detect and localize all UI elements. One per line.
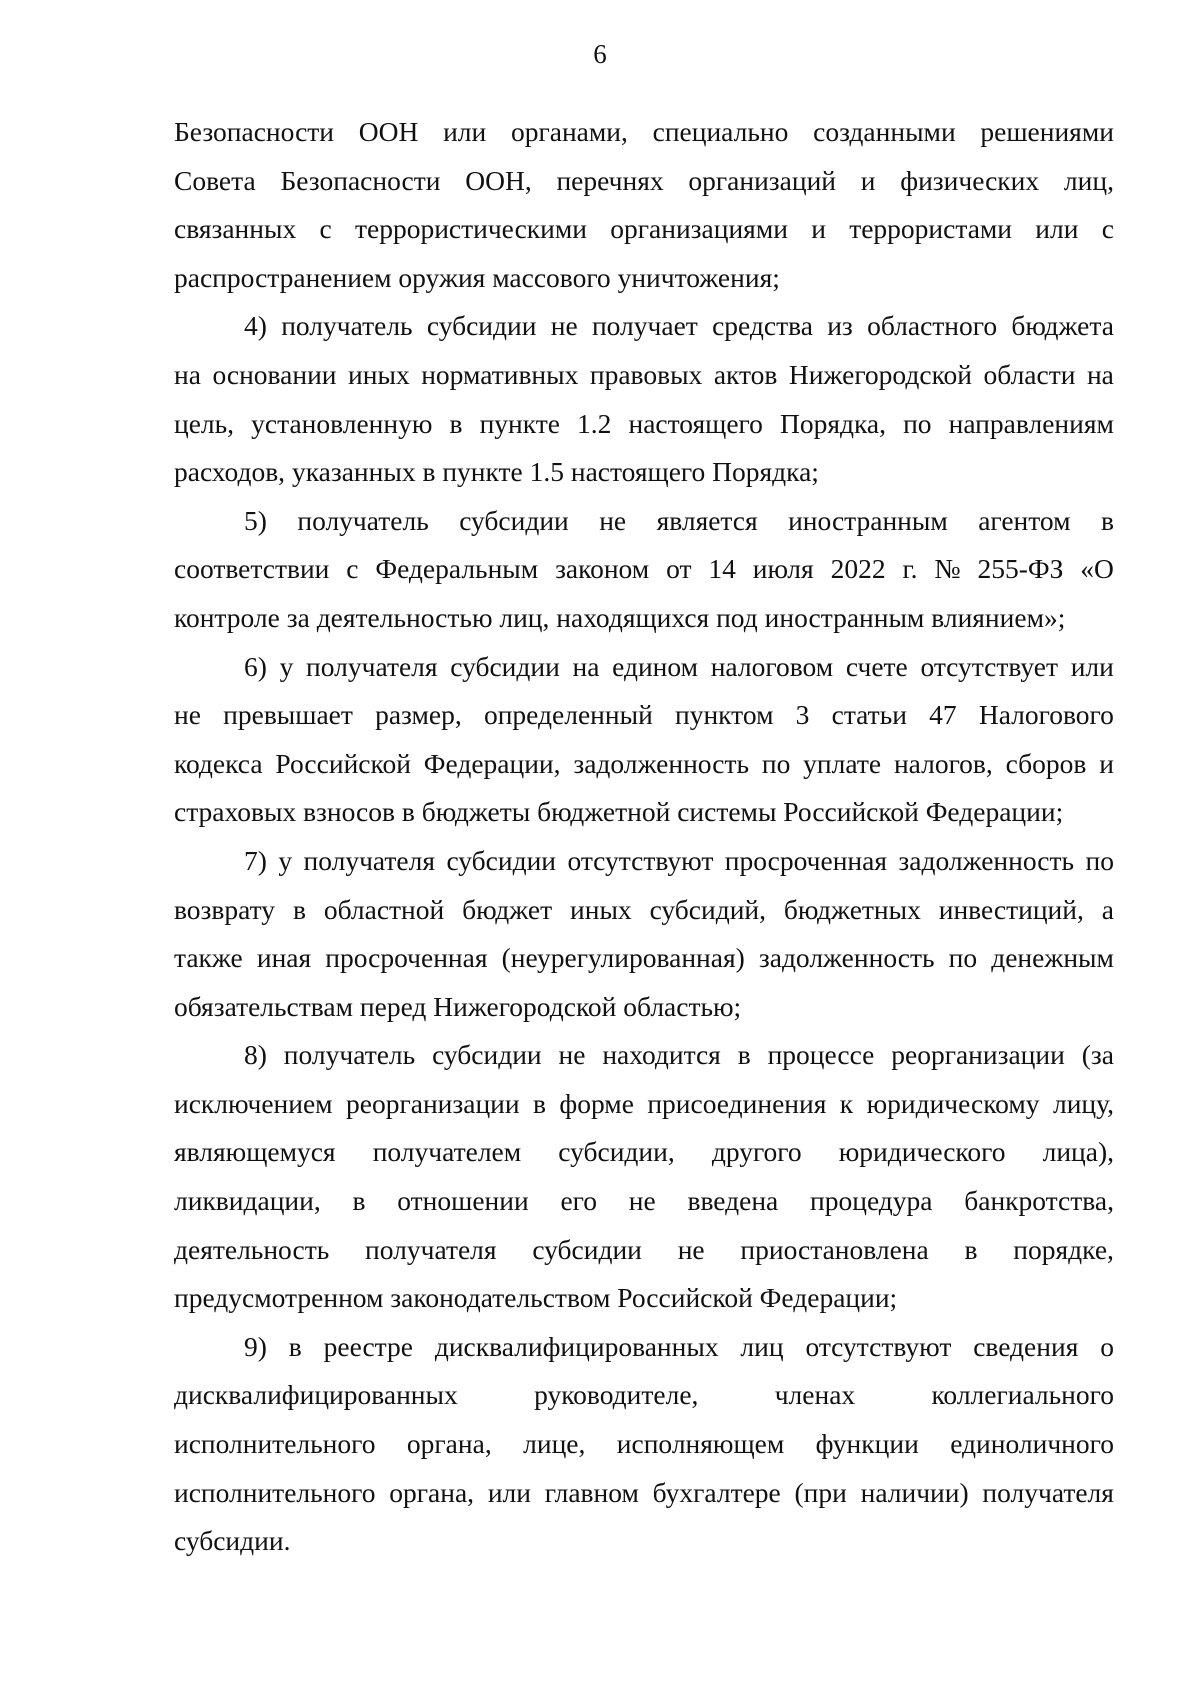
text-line: дисквалифицированных руководителе, членах коллегиального — [174, 1379, 1114, 1411]
document-body — [174, 108, 1114, 1566]
page-number: 6 — [593, 39, 607, 69]
text-line: 8) получатель субсидии не находится в процессе реорганизации (за — [244, 1039, 1114, 1071]
text-line: страховых взносов в бюджеты бюджетной системы Российской Федерации; — [174, 796, 1064, 828]
text-line: контроле за деятельностью лиц, находящихся под иностранным влиянием»; — [174, 601, 1066, 633]
text-line: 9) в реестре дисквалифицированных лиц отсутствуют сведения о — [244, 1330, 1114, 1362]
text-line: Совета Безопасности ООН, перечнях организаций и физических лиц, — [174, 164, 1114, 196]
text-line: субсидии. — [174, 1525, 291, 1557]
paragraph-item-9 — [174, 1323, 1114, 1566]
text-line: 7) у получателя субсидии отсутствуют просроченная задолженность по — [244, 844, 1114, 876]
paragraph-item-7 — [174, 837, 1114, 1031]
text-line: исполнительного органа, лице, исполняющем функции единоличного — [174, 1428, 1114, 1460]
text-line: 6) у получателя субсидии на едином налоговом счете отсутствует или — [244, 650, 1114, 682]
text-line: 4) получатель субсидии не получает средства из областного бюджета — [244, 310, 1114, 342]
text-line: на основании иных нормативных правовых актов Нижегородской области на — [174, 358, 1114, 390]
text-line: 5) получатель субсидии не является иностранным агентом в — [244, 504, 1114, 536]
text-line: являющемуся получателем субсидии, другого юридического лица), — [174, 1136, 1114, 1168]
text-line: распространением оружия массового уничтожения; — [174, 261, 780, 293]
text-line: исключением реорганизации в форме присоединения к юридическому лицу, — [174, 1087, 1114, 1119]
paragraph-item-6 — [174, 643, 1114, 837]
text-line: Безопасности ООН или органами, специально созданными решениями — [174, 116, 1114, 147]
paragraph-item-8 — [174, 1031, 1114, 1323]
text-line: исполнительного органа, или главном бухгалтере (при наличии) получателя — [174, 1476, 1114, 1508]
paragraph-continuation — [174, 108, 1114, 302]
paragraph-item-4 — [174, 302, 1114, 496]
text-line: кодекса Российской Федерации, задолженность по уплате налогов, сборов и — [174, 747, 1114, 779]
text-line: цель, установленную в пункте 1.2 настоящего Порядка, по направлениям — [174, 407, 1114, 439]
text-line: обязательствам перед Нижегородской областью; — [174, 990, 742, 1022]
text-line: не превышает размер, определенный пунктом 3 статьи 47 Налогового — [174, 699, 1114, 731]
text-line: связанных с террористическими организациями и террористами или с — [174, 213, 1114, 245]
text-line: предусмотренном законодательством Российской Федерации; — [174, 1282, 898, 1314]
text-line: ликвидации, в отношении его не введена процедура банкротства, — [174, 1185, 1114, 1217]
text-line: деятельность получателя субсидии не приостановлена в порядке, — [174, 1233, 1114, 1265]
text-line: возврату в областной бюджет иных субсидий, бюджетных инвестиций, а — [174, 893, 1114, 925]
text-line: также иная просроченная (неурегулированная) задолженность по денежным — [174, 942, 1114, 974]
text-line: расходов, указанных в пункте 1.5 настоящего Порядка; — [174, 456, 819, 488]
text-line: соответствии с Федеральным законом от 14 июля 2022 г. № 255-ФЗ «О — [174, 553, 1114, 585]
paragraph-item-5 — [174, 497, 1114, 643]
